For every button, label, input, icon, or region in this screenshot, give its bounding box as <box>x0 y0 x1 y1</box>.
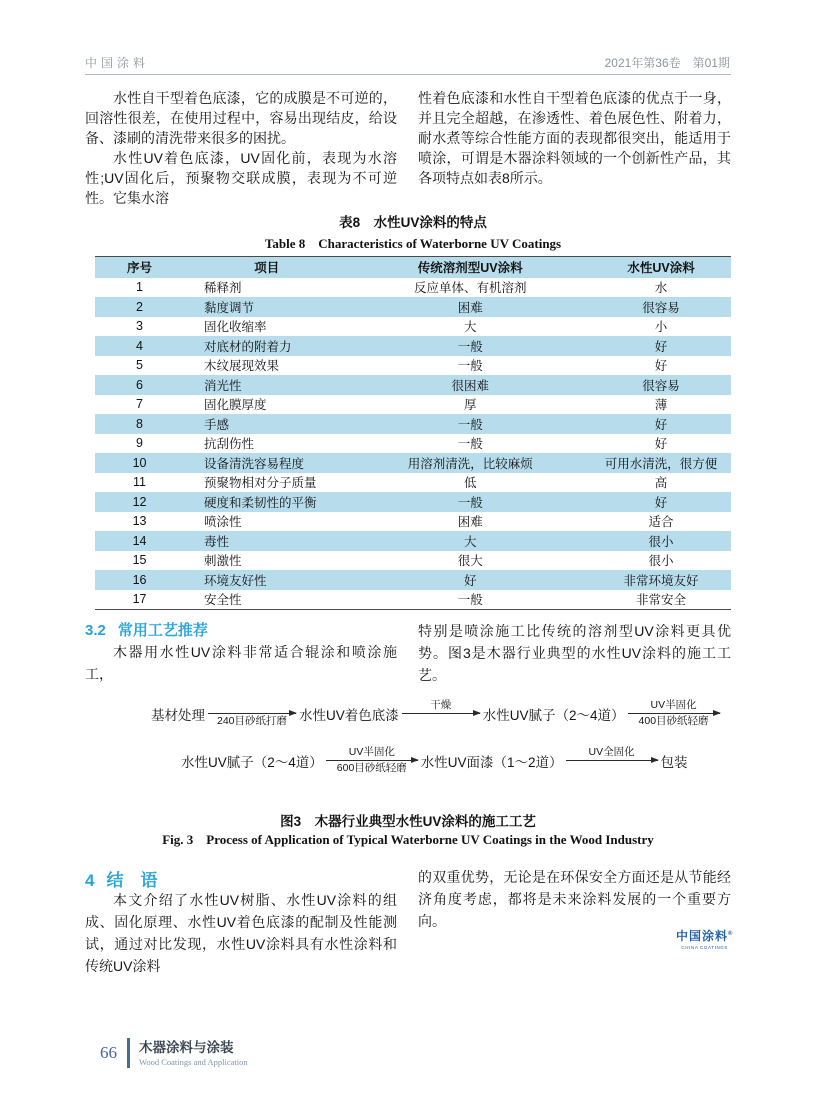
section-3-2-left-column <box>85 641 397 685</box>
table-cell: 一般 <box>457 495 483 510</box>
table-cell: 安全性 <box>204 593 242 607</box>
table-cell: 一般 <box>457 359 483 374</box>
table-row <box>95 570 731 590</box>
section-3-2-heading <box>85 619 208 640</box>
table-cell: 手感 <box>204 417 230 432</box>
intro-left-column <box>85 88 397 208</box>
logo-name: 中国涂料® <box>676 929 734 943</box>
table-row <box>95 278 731 298</box>
table-row <box>95 531 731 551</box>
flow-arrow <box>628 698 720 729</box>
table8-block <box>95 211 731 610</box>
table-cell: 设备清洗容易程度 <box>204 456 305 471</box>
table-cell: 2 <box>136 299 143 314</box>
flow-arrow <box>326 745 418 776</box>
table-row <box>95 590 731 610</box>
section-3-2-right-column <box>418 620 731 686</box>
flow-step-node: 水性UV面漆（1～2道） <box>420 754 563 770</box>
table-cell: 很容易 <box>642 300 680 315</box>
paragraph: 本文介绍了水性UV树脂、水性UV涂料的组成、固化原理、水性UV着色底漆的配制及性能测试，通过对比发现，水性UV涂料具有水性涂料和传统UV涂料 <box>85 892 397 974</box>
table-cell: 黏度调节 <box>204 300 255 315</box>
issue-info: 2021年第36卷 第01期 <box>604 56 730 70</box>
table-cell: 非常安全 <box>636 593 687 607</box>
table-cell: 9 <box>136 436 143 451</box>
table-cell: 一般 <box>457 593 483 607</box>
section-number: 3.2 <box>85 622 106 639</box>
table-cell: 8 <box>136 416 143 431</box>
intro-right-column <box>418 88 731 188</box>
table-cell: 16 <box>132 572 147 587</box>
table-cell: 反应单体、有机溶剂 <box>413 281 527 296</box>
table-cell: 好 <box>463 573 477 588</box>
paragraph: 特别是喷涂施工比传统的溶剂型UV涂料更具优势。图3是木器行业典型的水性UV涂料的施工工艺。 <box>418 623 731 683</box>
column-header: 序号 <box>127 261 153 276</box>
table-row <box>95 395 731 415</box>
table-row <box>95 492 731 512</box>
table-cell: 困难 <box>457 300 483 315</box>
paragraph: 木器用水性UV涂料非常适合辊涂和喷涂施工， <box>85 644 397 682</box>
table-row <box>95 453 731 473</box>
table-cell: 消光性 <box>204 378 242 393</box>
table-cell: 高 <box>654 476 668 491</box>
table-cell: 困难 <box>457 515 483 530</box>
paragraph: 性着色底漆和水性自干型着色底漆的优点于一身，并且完全超越，在渗透性、着色展色性、附着力，耐水煮等综合性能方面的表现都很突出，能适用于喷涂，可谓是木器涂料领域的一个创新性产品，其各项特点如表8所示。 <box>418 90 731 186</box>
table-cell: 1 <box>136 280 143 295</box>
table-cell: 好 <box>654 339 668 354</box>
arrow-label-below: 400目砂纸轻磨 <box>638 715 709 727</box>
flow-arrow <box>566 745 658 776</box>
table-row <box>95 297 731 317</box>
arrow-line <box>628 713 720 714</box>
table-cell: 好 <box>654 437 668 452</box>
section-4-left-column <box>85 889 397 977</box>
china-coatings-logo <box>676 927 733 950</box>
table-cell: 3 <box>136 319 143 334</box>
registered-mark: ® <box>728 931 734 937</box>
arrow-label-below: 240目砂纸打磨 <box>216 715 288 727</box>
process-flow-diagram <box>85 698 731 776</box>
table-cell: 抗刮伤性 <box>204 437 255 452</box>
table-cell: 大 <box>463 534 477 549</box>
table-cell: 一般 <box>457 417 483 432</box>
table-cell: 固化收缩率 <box>204 320 267 335</box>
table-cell: 15 <box>132 553 147 568</box>
table-cell: 环境友好性 <box>204 573 267 588</box>
footer-divider-bar <box>127 1038 130 1068</box>
table-cell: 稀释剂 <box>204 281 242 296</box>
table-cell: 硬度和柔韧性的平衡 <box>204 495 317 510</box>
table-body <box>95 278 731 610</box>
table-cell: 适合 <box>648 515 674 530</box>
arrow-label-below <box>566 761 658 776</box>
journal-name: 中国涂料 <box>85 56 150 70</box>
logo-subtitle: CHINA COATINGS <box>681 945 728 950</box>
column-header: 传统溶剂型UV涂料 <box>417 261 523 276</box>
table-cell: 非常环境友好 <box>623 573 699 588</box>
arrow-label-above <box>208 698 296 713</box>
footer-title-block <box>139 1040 248 1067</box>
table-cell: 6 <box>136 377 143 392</box>
table-cell: 大 <box>463 320 477 335</box>
table-cell: 好 <box>654 417 668 432</box>
section-4-right-column <box>418 866 731 932</box>
arrow-line <box>402 713 480 714</box>
paragraph: 水性UV着色底漆，UV固化前，表现为水溶性;UV固化后，预聚物交联成膜，表现为不可逆性。它集水溶 <box>85 150 397 206</box>
table-cell: 喷涂性 <box>204 515 242 530</box>
table-cell: 很容易 <box>642 378 680 393</box>
flow-row-2 <box>85 745 731 776</box>
table-cell: 一般 <box>457 339 483 354</box>
paragraph: 水性自干型着色底漆，它的成膜是不可逆的，回溶性很差，在使用过程中，容易出现结皮，给设备、漆刷的清洗带来很多的困扰。 <box>85 90 397 146</box>
characteristics-table <box>95 256 731 610</box>
table-cell: 7 <box>136 397 143 412</box>
table-cell: 11 <box>133 475 146 490</box>
table-row <box>95 551 731 571</box>
table-title-zh: 表8 水性UV涂料的特点 <box>339 215 487 230</box>
table-cell: 预聚物相对分子质量 <box>204 476 317 491</box>
table-row <box>95 375 731 395</box>
table-header <box>95 257 731 278</box>
table-cell: 厚 <box>463 398 477 413</box>
table-cell: 很小 <box>648 534 674 549</box>
section-title: 常用工艺推荐 <box>117 622 208 639</box>
flow-arrow <box>402 698 480 729</box>
footer-title-en: Wood Coatings and Application <box>139 1056 248 1067</box>
page-footer <box>100 1038 248 1068</box>
table-cell: 17 <box>132 592 147 606</box>
figure-caption-zh: 图3 木器行业典型水性UV涂料的施工工艺 <box>280 814 536 829</box>
arrow-label-above: UV半固化 <box>348 746 395 758</box>
header-rule <box>85 74 731 75</box>
page-number: 66 <box>100 1043 117 1062</box>
table-cell: 5 <box>136 358 143 373</box>
table-row <box>95 336 731 356</box>
flow-step-node: 水性UV着色底漆 <box>299 707 399 723</box>
flow-step-node: 包装 <box>660 754 688 770</box>
column-header: 项目 <box>254 261 280 276</box>
flow-step-node: 水性UV腻子（2～4道） <box>482 707 625 723</box>
arrow-label-above: 干燥 <box>430 699 452 711</box>
arrow-label-above: UV全固化 <box>588 746 635 758</box>
table-row <box>95 356 731 376</box>
table-cell: 薄 <box>654 398 668 413</box>
table-cell: 10 <box>132 455 147 470</box>
table-cell: 刺激性 <box>204 554 242 569</box>
table-cell: 4 <box>136 338 143 353</box>
table-cell: 小 <box>654 320 668 335</box>
table-row <box>95 414 731 434</box>
table-cell: 好 <box>654 359 668 374</box>
table-cell: 对底材的附着力 <box>204 339 292 354</box>
table-cell: 14 <box>132 533 147 548</box>
table-cell: 很大 <box>457 554 483 569</box>
table-header-row <box>95 257 731 278</box>
flow-step-node: 水性UV腻子（2～4道） <box>181 754 323 770</box>
flow-arrow <box>208 698 296 729</box>
table-cell: 好 <box>654 495 668 510</box>
table-row <box>95 473 731 493</box>
table-cell: 木纹展现效果 <box>204 359 280 374</box>
table-row <box>95 512 731 532</box>
table-cell: 13 <box>132 514 147 529</box>
table-cell: 很小 <box>648 554 674 569</box>
footer-title-zh: 木器涂料与涂装 <box>139 1039 234 1055</box>
paragraph: 的双重优势，无论是在环保安全方面还是从节能经济角度考虑，都将是未来涂料发展的一个重要方向。 <box>418 869 731 929</box>
section-title: 结 语 <box>106 871 158 890</box>
table-cell: 毒性 <box>204 534 230 549</box>
table-row <box>95 317 731 337</box>
table-cell: 可用水清洗，很方便 <box>604 456 718 471</box>
table-cell: 低 <box>463 476 477 491</box>
table-row <box>95 434 731 454</box>
table-cell: 一般 <box>457 437 483 452</box>
table-cell: 用溶剂清洗，比较麻烦 <box>407 456 533 471</box>
table-title-en: Table 8 Characteristics of Waterborne UV Coatings <box>264 236 562 251</box>
flow-row-1 <box>85 698 731 729</box>
column-header: 水性UV涂料 <box>627 261 695 276</box>
table-cell: 水 <box>654 281 668 296</box>
arrow-label-below <box>402 714 480 729</box>
arrow-line <box>566 760 658 761</box>
arrow-line <box>208 713 296 714</box>
arrow-label-above: UV半固化 <box>650 699 697 711</box>
table-cell: 很困难 <box>451 378 489 393</box>
section-4-heading <box>85 866 157 891</box>
arrow-label-below: 600目砂纸轻磨 <box>336 762 407 774</box>
table-cell: 固化膜厚度 <box>204 398 267 413</box>
figure-caption-en: Fig. 3 Process of Application of Typical Waterborne UV Coatings in the Wood Industry <box>162 832 654 847</box>
table-cell: 12 <box>132 494 147 509</box>
section-number: 4 <box>85 871 95 890</box>
arrow-line <box>326 760 418 761</box>
flow-step-node: 基材处理 <box>151 707 205 723</box>
